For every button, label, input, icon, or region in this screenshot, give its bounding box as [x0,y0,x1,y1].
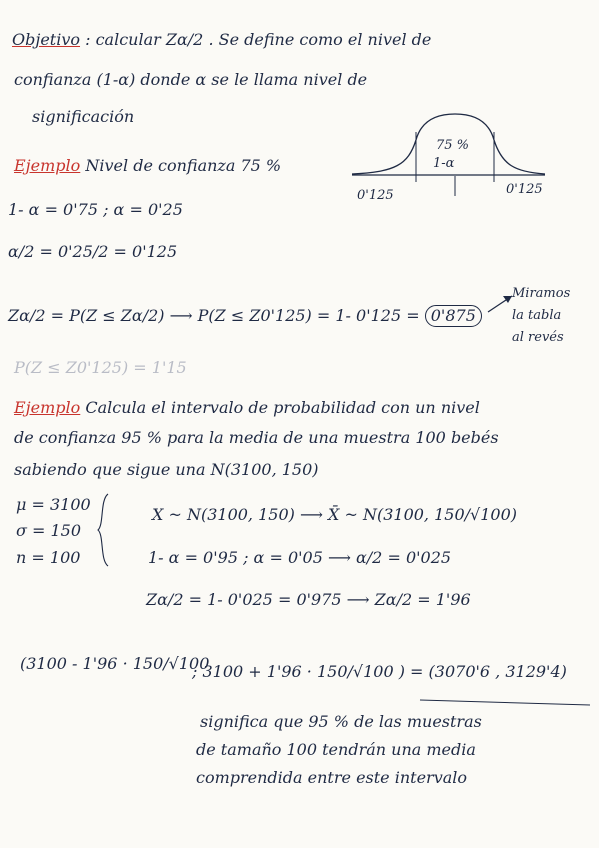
ejemplo1-step-1: 1- α = 0'75 ; α = 0'25 [8,200,183,219]
ejemplo1-title: Nivel de confianza 75 % [85,156,282,175]
curve-left-tail: 0'125 [357,188,394,203]
given-n: n = 100 [16,548,81,567]
z-line: Zα/2 = 1- 0'025 = 0'975 ⟶ Zα/2 = 1'96 [146,590,471,609]
curve-right-tail: 0'125 [506,182,543,197]
curve-center-label-2: 1-α [433,156,455,171]
conclusion-line-2: de tamaño 100 tendrán una media [196,740,476,759]
ejemplo1-step-3-text: Zα/2 = P(Z ≤ Zα/2) ⟶ P(Z ≤ Z0'125) = 1- 0'125 = [8,306,420,325]
alpha-line: 1- α = 0'95 ; α = 0'05 ⟶ α/2 = 0'025 [148,548,452,567]
ejemplo2-line-1 [14,398,480,418]
objetivo-label: Objetivo [12,30,81,49]
objetivo-line-1 [12,30,431,50]
ejemplo2-statement-1: Calcula el intervalo de probabilidad con un nivel [85,398,480,417]
ejemplo1-label: Ejemplo [14,156,81,175]
note-line-2: la tabla [512,308,562,323]
objetivo-text-1: : calcular Zα/2 . Se define como el nivel de [85,30,432,49]
ejemplo1-step-3 [8,305,482,327]
interval-right: ; 3100 + 1'96 · 150/√100 ) = (3070'6 , 3129'4) [192,662,567,681]
curve-center-label: 75 % [436,138,470,153]
note-line-1: Miramos [512,286,571,301]
given-sigma: σ = 150 [16,521,82,540]
ejemplo2-statement-3: sabiendo que sigue una N(3100, 150) [14,460,319,479]
objetivo-line-3: significación [32,107,135,126]
conclusion-line-1: significa que 95 % de las muestras [200,712,482,731]
note-line-3: al revés [512,330,564,345]
ejemplo1-step-2: α/2 = 0'25/2 = 0'125 [8,242,178,261]
ejemplo1-header [14,156,281,176]
interval-left: (3100 - 1'96 · 150/√100 [20,654,210,673]
distribution-line: X ~ N(3100, 150) ⟶ X̄ ~ N(3100, 150/√100) [152,505,517,524]
ejemplo2-statement-2: de confianza 95 % para la media de una muestra 100 bebés [14,428,499,447]
objetivo-line-2: confianza (1-α) donde α se le llama nivel de [14,70,368,89]
conclusion-line-3: comprendida entre este intervalo [196,768,468,787]
ejemplo2-label: Ejemplo [14,398,81,417]
given-mu: μ = 3100 [16,495,91,514]
faint-line: P(Z ≤ Z0'125) = 1'15 [14,358,187,377]
circled-result: 0'875 [425,305,482,327]
